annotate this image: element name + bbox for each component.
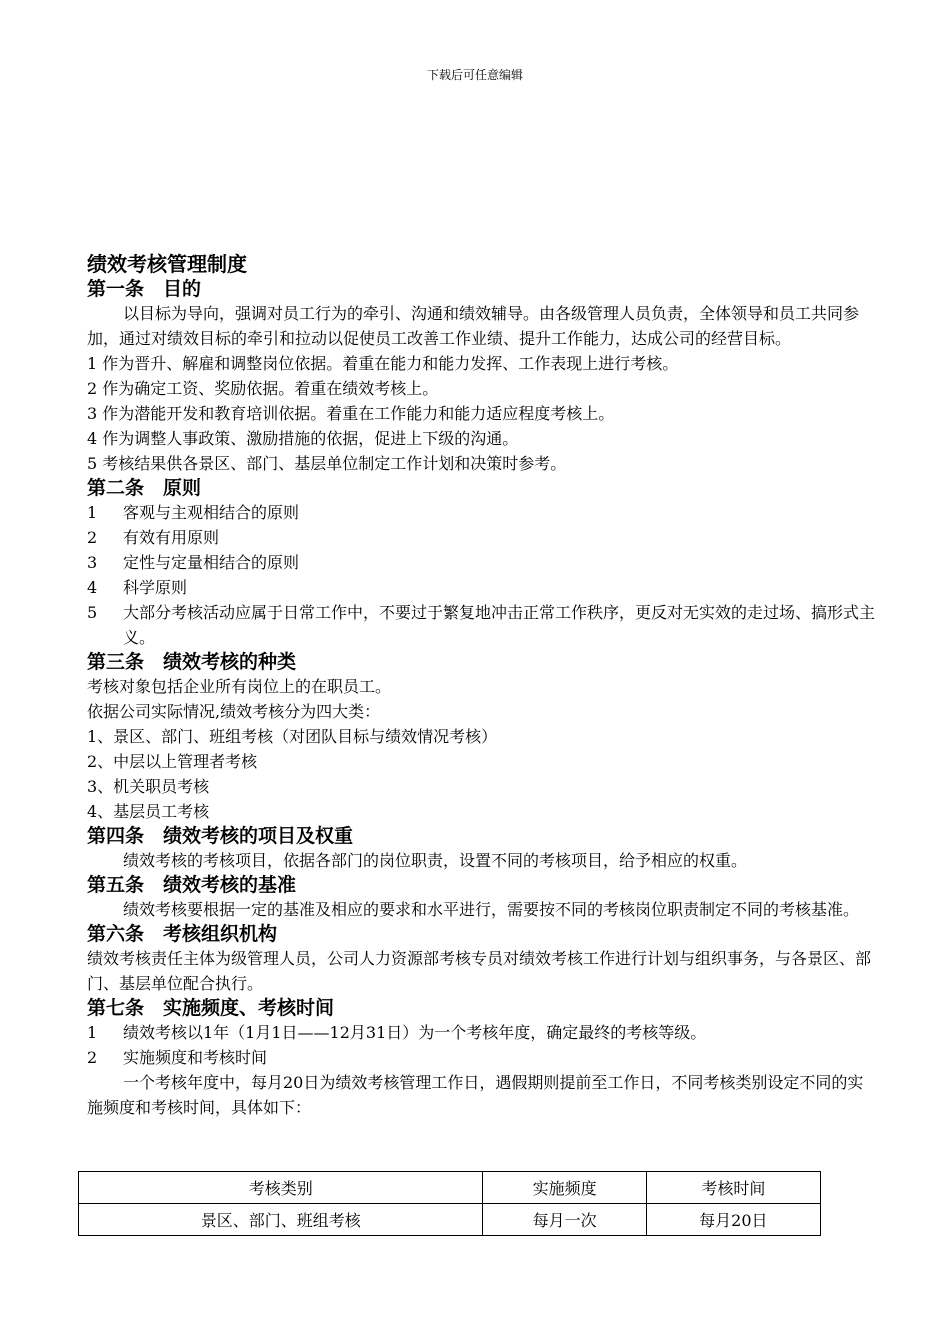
section-heading: 第一条 目的 bbox=[87, 278, 202, 300]
table-header-row bbox=[79, 1172, 821, 1204]
list-number: 3 bbox=[87, 553, 98, 572]
document-title: 绩效考核管理制度 bbox=[87, 252, 247, 276]
list-text: 客观与主观相结合的原则 bbox=[123, 503, 300, 522]
list-text: 实施频度和考核时间 bbox=[123, 1048, 268, 1067]
section-heading: 第七条 实施频度、考核时间 bbox=[87, 997, 335, 1019]
list-item bbox=[87, 525, 877, 550]
list-item bbox=[87, 550, 877, 575]
list-number: 2 bbox=[87, 1048, 98, 1067]
paragraph: 绩效考核责任主体为级管理人员，公司人力资源部考核专员对绩效考核工作进行计划与组织事务，与各景区、部门、基层单位配合执行。 bbox=[87, 949, 872, 993]
paragraph: 绩效考核要根据一定的基准及相应的要求和水平进行，需要按不同的考核岗位职责制定不同的考核基准。 bbox=[123, 900, 860, 919]
table-header: 考核时间 bbox=[646, 1172, 820, 1204]
list-item: 1 作为晋升、解雇和调整岗位依据。着重在能力和能力发挥、工作表现上进行考核。 bbox=[87, 354, 679, 373]
table-cell: 每月一次 bbox=[483, 1204, 646, 1236]
list-text: 定性与定量相结合的原则 bbox=[123, 553, 300, 572]
table-cell: 每月20日 bbox=[646, 1204, 820, 1236]
list-item: 3 作为潜能开发和教育培训依据。着重在工作能力和能力适应程度考核上。 bbox=[87, 404, 615, 423]
paragraph: 一个考核年度中，每月20日为绩效考核管理工作日，遇假期则提前至工作日，不同考核类别设定不同的实施频度和考核时间，具体如下： bbox=[87, 1073, 864, 1117]
page-header-note: 下载后可任意编辑 bbox=[426, 68, 523, 82]
paragraph: 以目标为导向，强调对员工行为的牵引、沟通和绩效辅导。由各级管理人员负责，全体领导和员工共同参加，通过对绩效目标的牵引和拉动以促使员工改善工作业绩、提升工作能力，达成公司的经营目标。 bbox=[87, 304, 860, 348]
schedule-table bbox=[78, 1171, 821, 1236]
list-text: 科学原则 bbox=[123, 578, 188, 597]
list-number: 4 bbox=[87, 578, 98, 597]
list-number: 1 bbox=[87, 503, 98, 522]
list-text: 有效有用原则 bbox=[123, 528, 220, 547]
paragraph: 绩效考核的考核项目，依据各部门的岗位职责，设置不同的考核项目，给予相应的权重。 bbox=[123, 851, 748, 870]
table-header: 实施频度 bbox=[483, 1172, 646, 1204]
paragraph: 考核对象包括企业所有岗位上的在职员工。 bbox=[87, 677, 392, 696]
list-item: 2、中层以上管理者考核 bbox=[87, 752, 258, 771]
list-item: 3、机关职员考核 bbox=[87, 777, 210, 796]
list-item: 5 考核结果供各景区、部门、基层单位制定工作计划和决策时参考。 bbox=[87, 454, 567, 473]
paragraph: 依据公司实际情况,绩效考核分为四大类： bbox=[87, 702, 381, 721]
section-heading: 第六条 考核组织机构 bbox=[87, 923, 278, 945]
section-heading: 第四条 绩效考核的项目及权重 bbox=[87, 825, 354, 847]
section-heading: 第二条 原则 bbox=[87, 477, 202, 499]
table-row bbox=[79, 1204, 821, 1236]
list-item: 2 作为确定工资、奖励依据。着重在绩效考核上。 bbox=[87, 379, 439, 398]
list-text: 大部分考核活动应属于日常工作中，不要过于繁复地冲击正常工作秩序，更反对无实效的走过场、搞形式主义。 bbox=[123, 603, 876, 647]
section-heading: 第五条 绩效考核的基准 bbox=[87, 874, 297, 896]
list-number: 5 bbox=[87, 603, 98, 622]
document-body bbox=[87, 251, 877, 1120]
list-number: 2 bbox=[87, 528, 98, 547]
list-number: 1 bbox=[87, 1023, 98, 1042]
list-item bbox=[87, 500, 877, 525]
table-cell: 景区、部门、班组考核 bbox=[79, 1204, 483, 1236]
list-item: 4、基层员工考核 bbox=[87, 802, 210, 821]
list-item bbox=[87, 1045, 877, 1070]
list-item: 4 作为调整人事政策、激励措施的依据，促进上下级的沟通。 bbox=[87, 429, 519, 448]
list-item bbox=[87, 575, 877, 600]
table-header: 考核类别 bbox=[79, 1172, 483, 1204]
section-heading: 第三条 绩效考核的种类 bbox=[87, 651, 297, 673]
list-item: 1、景区、部门、班组考核（对团队目标与绩效情况考核） bbox=[87, 727, 498, 746]
list-item bbox=[87, 1020, 877, 1045]
list-text: 绩效考核以1年（1月1日——12月31日）为一个考核年度，确定最终的考核等级。 bbox=[123, 1023, 707, 1042]
list-item bbox=[87, 600, 877, 650]
